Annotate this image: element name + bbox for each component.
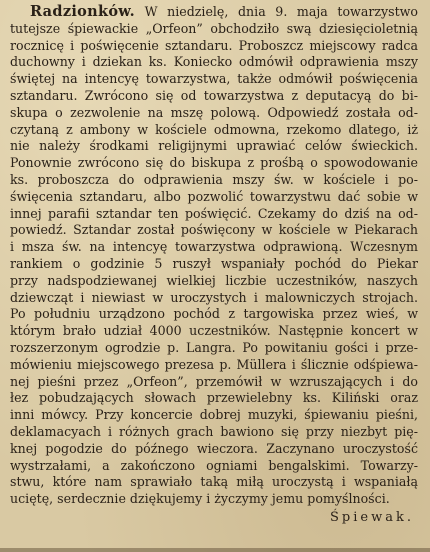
article-line-10: Ponownie zwrócono się do biskupa z prośbą o spowodowanie bbox=[10, 155, 418, 171]
article-line-24: łez pobudzających słowach przewielebny ks. Kiliński oraz bbox=[10, 390, 418, 406]
article-line-26: deklamacyach i różnych grach bawiono się przy niezbyt pię- bbox=[10, 423, 418, 439]
article-line-22: mówieniu miejscowego prezesa p. Müllera i ślicznie odśpiewa- bbox=[10, 356, 418, 372]
article-line-14: powiedź. Sztandar został poświęcony w kościele w Piekarach bbox=[10, 222, 418, 238]
article-line-25: inni mówcy. Przy koncercie dobrej muzyki, śpiewaniu pieśni, bbox=[10, 407, 418, 423]
article-title: Radzionków. bbox=[30, 4, 135, 20]
article-line-13: innej parafii sztandar ten poświęcić. Czekamy do dziś na od- bbox=[10, 205, 418, 221]
article-line-15: i msza św. na intencyę towarzystwa odprawioną. Wczesnym bbox=[10, 239, 418, 255]
article-line-18: dziewcząt i niewiast w uroczystych i malowniczych strojach. bbox=[10, 289, 418, 305]
article-line-4: duchowny i dziekan ks. Koniecko odmówił odprawienia mszy bbox=[10, 54, 418, 70]
article-line-11: ks. proboszcza do odprawienia mszy św. w kościele i po- bbox=[10, 171, 418, 187]
article-line-16: rankiem o godzinie 5 ruszył wspaniały pochód do Piekar bbox=[10, 255, 418, 271]
article-line-29: stwu, które nam sprawiało taką miłą uroczystą i wspaniałą bbox=[10, 474, 418, 490]
article-line-1: Radzionków. W niedzielę, dnia 9. maja towarzystwo bbox=[30, 4, 418, 20]
article-line-20: którym brało udział 4000 uczestników. Następnie koncert w bbox=[10, 323, 418, 339]
article-line-2: tutejsze śpiewackie „Orfeon” obchodziło swą dziesięcioletnią bbox=[10, 20, 418, 36]
article-line-21: rozszerzonym ogrodzie p. Langra. Po powitaniu gości i prze- bbox=[10, 339, 418, 355]
article-line-3: rocznicę i poświęcenie sztandaru. Proboszcz miejscowy radca bbox=[10, 37, 418, 53]
article-line-27: knej pogodzie do późnego wieczora. Zaczynano uroczystość bbox=[10, 440, 418, 456]
article-line-7: skupa o zezwolenie na mszę polową. Odpowiedź została od- bbox=[10, 104, 418, 120]
article-line-6: sztandaru. Zwrócono się od towarzystwa z deputacyą do bi- bbox=[10, 87, 418, 103]
article-line-8: czytaną z ambony w kościele odmowna, rzekomo dlatego, iż bbox=[10, 121, 418, 137]
article-line-12: święcenia sztandaru, albo pozwolić towarzystwu dać sobie w bbox=[10, 188, 418, 204]
article-line-23: nej pieśni przez „Orfeon”, przemówił w wzruszających i do bbox=[10, 373, 418, 389]
article-line-9: nie należy środkami religijnymi uprawiać celów świeckich. bbox=[10, 138, 418, 154]
bottom-edge-rule bbox=[0, 548, 430, 552]
article-line-19: Po południu urządzono pochód z targowiska przez wieś, w bbox=[10, 306, 418, 322]
article-line-17: przy nadspodziewanej wielkiej liczbie uczestników, naszych bbox=[10, 272, 418, 288]
article-line-30: uciętę, serdecznie dziękujemy i życzymy jemu pomyślności. bbox=[10, 491, 390, 507]
article-line-5: świętej na intencyę towarzystwa, także odmówił poświęcenia bbox=[10, 71, 418, 87]
article-line-28: wystrzałami, a zakończono ogniami bengalskimi. Towarzy- bbox=[10, 457, 418, 473]
article-signature: Śpiewak. bbox=[330, 509, 414, 525]
